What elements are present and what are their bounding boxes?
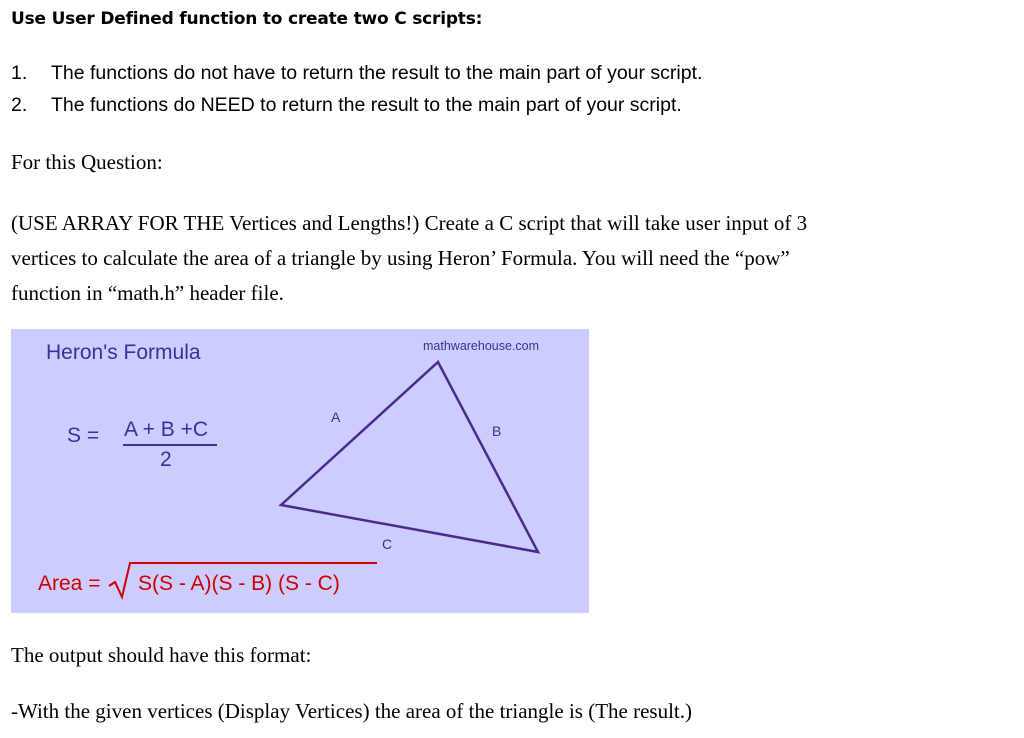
area-label: Area = xyxy=(38,572,101,595)
triangle-diagram xyxy=(11,329,589,613)
paragraph-line: (USE ARRAY FOR THE Vertices and Lengths!) Create a C script that will take user input of 3 xyxy=(11,211,808,235)
question-paragraph xyxy=(11,206,1021,311)
instructions-heading: Use User Defined function to create two C scripts: xyxy=(11,9,483,29)
vertex-label-c: C xyxy=(382,536,393,552)
list-item-number: 1. xyxy=(11,62,28,84)
formula-s-label: S = xyxy=(67,424,100,447)
formula-numerator: A + B +C xyxy=(124,418,209,441)
vertex-label-b: B xyxy=(492,423,502,439)
herons-formula-figure xyxy=(11,329,589,613)
question-label: For this Question: xyxy=(11,150,163,174)
output-label: The output should have this format: xyxy=(11,643,312,667)
formula-denominator: 2 xyxy=(160,448,172,471)
figure-title: Heron's Formula xyxy=(46,341,201,364)
output-format: -With the given vertices (Display Vertices) the area of the triangle is (The result.) xyxy=(11,699,693,723)
triangle-shape xyxy=(281,362,538,552)
paragraph-line: vertices to calculate the area of a triangle by using Heron’ Formula. You will need the “pow” xyxy=(11,246,790,270)
list-item-number: 2. xyxy=(11,94,28,116)
figure-source: mathwarehouse.com xyxy=(423,339,540,353)
list-item-text: The functions do not have to return the result to the main part of your script. xyxy=(51,62,703,84)
vertex-label-a: A xyxy=(331,409,341,425)
list-item-text: The functions do NEED to return the result to the main part of your script. xyxy=(51,94,682,116)
paragraph-line: function in “math.h” header file. xyxy=(11,281,284,305)
area-expression: S(S - A)(S - B) (S - C) xyxy=(138,572,340,595)
